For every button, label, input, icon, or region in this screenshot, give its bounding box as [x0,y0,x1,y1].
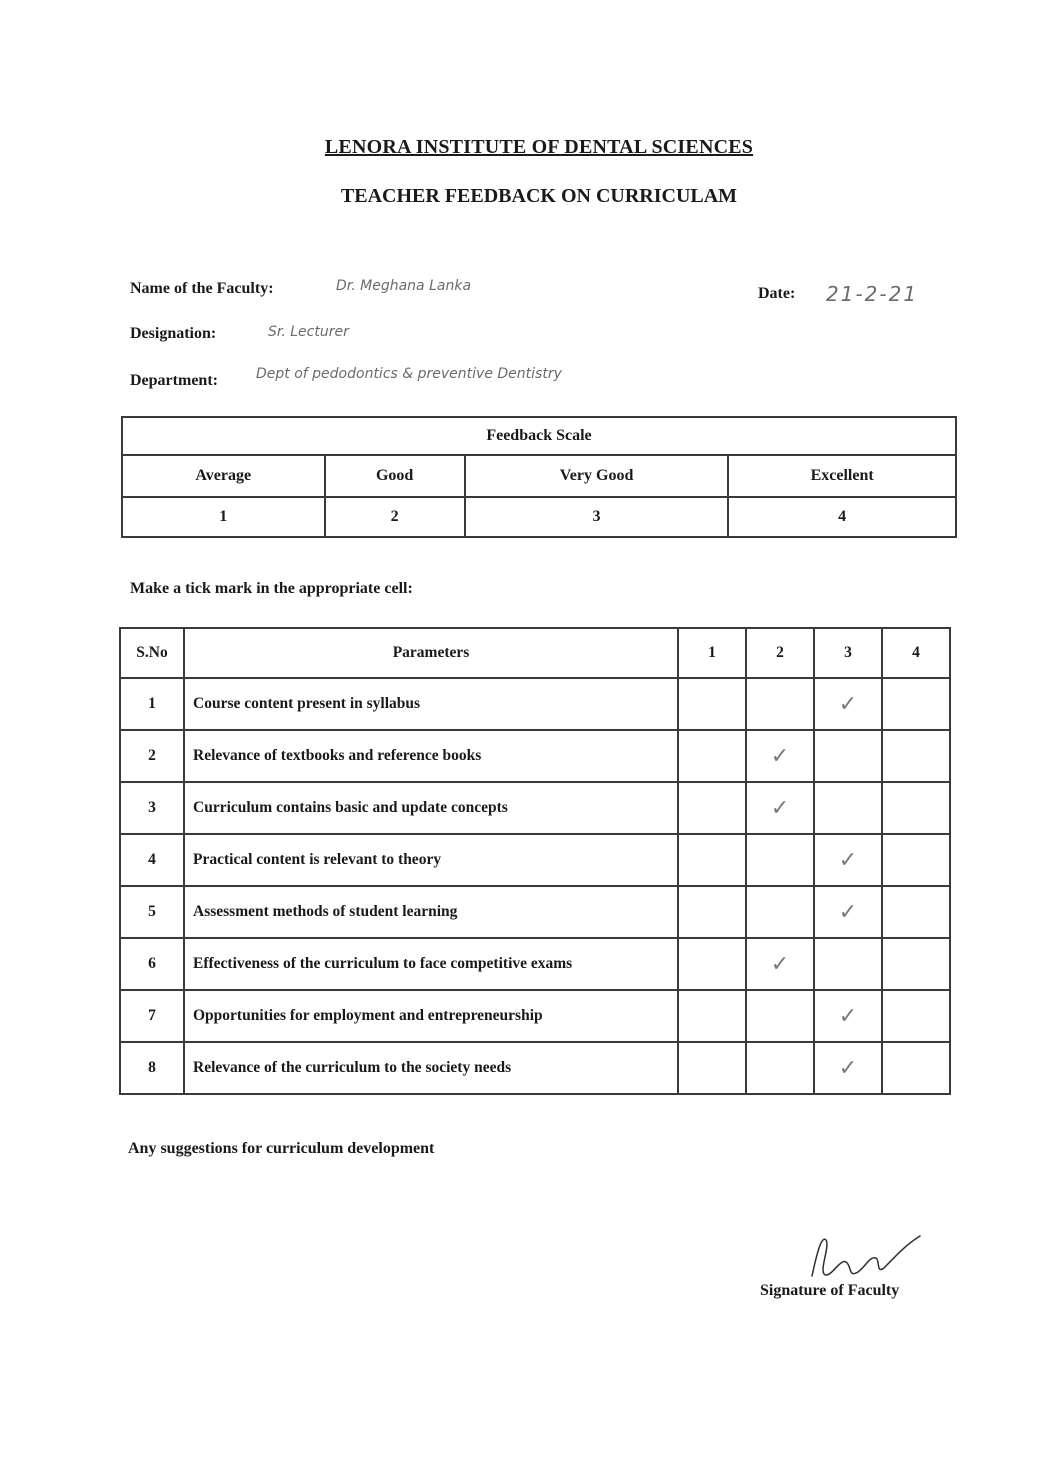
row-parameter: Practical content is relevant to theory [184,834,678,886]
rating-cell-2[interactable] [746,782,814,834]
scale-value: 4 [728,497,956,537]
rating-cell-3[interactable] [814,990,882,1042]
rating-cell-2[interactable] [746,834,814,886]
rating-cell-1[interactable] [678,730,746,782]
row-parameter: Relevance of the curriculum to the society needs [184,1042,678,1094]
rating-cell-2[interactable] [746,938,814,990]
rating-cell-4[interactable] [882,886,950,938]
rating-cell-2[interactable] [746,1042,814,1094]
scale-value: 2 [325,497,465,537]
tick-mark-icon: ✓ [838,899,858,925]
suggestions-label: Any suggestions for curriculum development [128,1140,435,1157]
row-parameter: Relevance of textbooks and reference books [184,730,678,782]
scale-value: 1 [122,497,325,537]
rating-cell-3[interactable] [814,730,882,782]
row-sno: 5 [120,886,184,938]
rating-cell-4[interactable] [882,678,950,730]
parameters-table [119,627,951,1095]
tick-mark-icon: ✓ [770,743,790,769]
rating-cell-2[interactable] [746,730,814,782]
scale-category: Good [325,455,465,497]
table-row [120,834,950,886]
row-sno: 3 [120,782,184,834]
signature-label: Signature of Faculty [760,1282,900,1299]
instruction-text: Make a tick mark in the appropriate cell: [130,580,413,597]
rating-cell-4[interactable] [882,938,950,990]
rating-cell-3[interactable] [814,886,882,938]
scale-title: Feedback Scale [122,417,956,455]
designation-label: Designation: [130,325,217,342]
department-value[interactable]: Dept of pedodontics & preventive Dentistry [256,366,562,382]
row-sno: 7 [120,990,184,1042]
institute-name: LENORA INSTITUTE OF DENTAL SCIENCES [324,136,754,158]
rating-cell-4[interactable] [882,782,950,834]
date-value[interactable]: 21-2-21 [826,282,919,306]
rating-cell-4[interactable] [882,990,950,1042]
tick-mark-icon: ✓ [838,691,858,717]
faculty-label: Name of the Faculty: [130,280,274,297]
rating-cell-2[interactable] [746,678,814,730]
department-label: Department: [130,372,218,389]
signature-mark [800,1228,930,1288]
designation-value[interactable]: Sr. Lecturer [268,324,349,340]
rating-cell-1[interactable] [678,938,746,990]
row-parameter: Opportunities for employment and entrepreneurship [184,990,678,1042]
row-sno: 1 [120,678,184,730]
rating-cell-1[interactable] [678,834,746,886]
form-title: TEACHER FEEDBACK ON CURRICULAM [340,185,738,207]
table-row [120,1042,950,1094]
level-header: 4 [882,628,950,678]
table-row [120,730,950,782]
rating-cell-1[interactable] [678,886,746,938]
rating-cell-3[interactable] [814,834,882,886]
table-row [120,782,950,834]
tick-mark-icon: ✓ [770,795,790,821]
tick-mark-icon: ✓ [838,1003,858,1029]
rating-cell-3[interactable] [814,782,882,834]
feedback-scale-table [121,416,957,538]
level-header: 2 [746,628,814,678]
date-label: Date: [758,285,796,302]
rating-cell-1[interactable] [678,678,746,730]
rating-cell-2[interactable] [746,990,814,1042]
row-sno: 4 [120,834,184,886]
level-header: 1 [678,628,746,678]
tick-mark-icon: ✓ [770,951,790,977]
table-row [120,886,950,938]
row-parameter: Effectiveness of the curriculum to face competitive exams [184,938,678,990]
row-parameter: Curriculum contains basic and update concepts [184,782,678,834]
rating-cell-2[interactable] [746,886,814,938]
row-parameter: Course content present in syllabus [184,678,678,730]
scale-value: 3 [465,497,728,537]
rating-cell-1[interactable] [678,1042,746,1094]
row-sno: 2 [120,730,184,782]
tick-mark-icon: ✓ [838,1055,858,1081]
rating-cell-4[interactable] [882,834,950,886]
tick-mark-icon: ✓ [838,847,858,873]
rating-cell-1[interactable] [678,782,746,834]
rating-cell-3[interactable] [814,938,882,990]
level-header: 3 [814,628,882,678]
rating-cell-4[interactable] [882,1042,950,1094]
row-sno: 8 [120,1042,184,1094]
sno-header: S.No [120,628,184,678]
rating-cell-4[interactable] [882,730,950,782]
scale-category: Very Good [465,455,728,497]
table-row [120,990,950,1042]
rating-cell-3[interactable] [814,678,882,730]
scale-category: Average [122,455,325,497]
table-row [120,678,950,730]
table-row [120,938,950,990]
rating-cell-3[interactable] [814,1042,882,1094]
faculty-value[interactable]: Dr. Meghana Lanka [336,278,472,294]
row-parameter: Assessment methods of student learning [184,886,678,938]
rating-cell-1[interactable] [678,990,746,1042]
scale-category: Excellent [728,455,956,497]
parameters-header: Parameters [184,628,678,678]
row-sno: 6 [120,938,184,990]
